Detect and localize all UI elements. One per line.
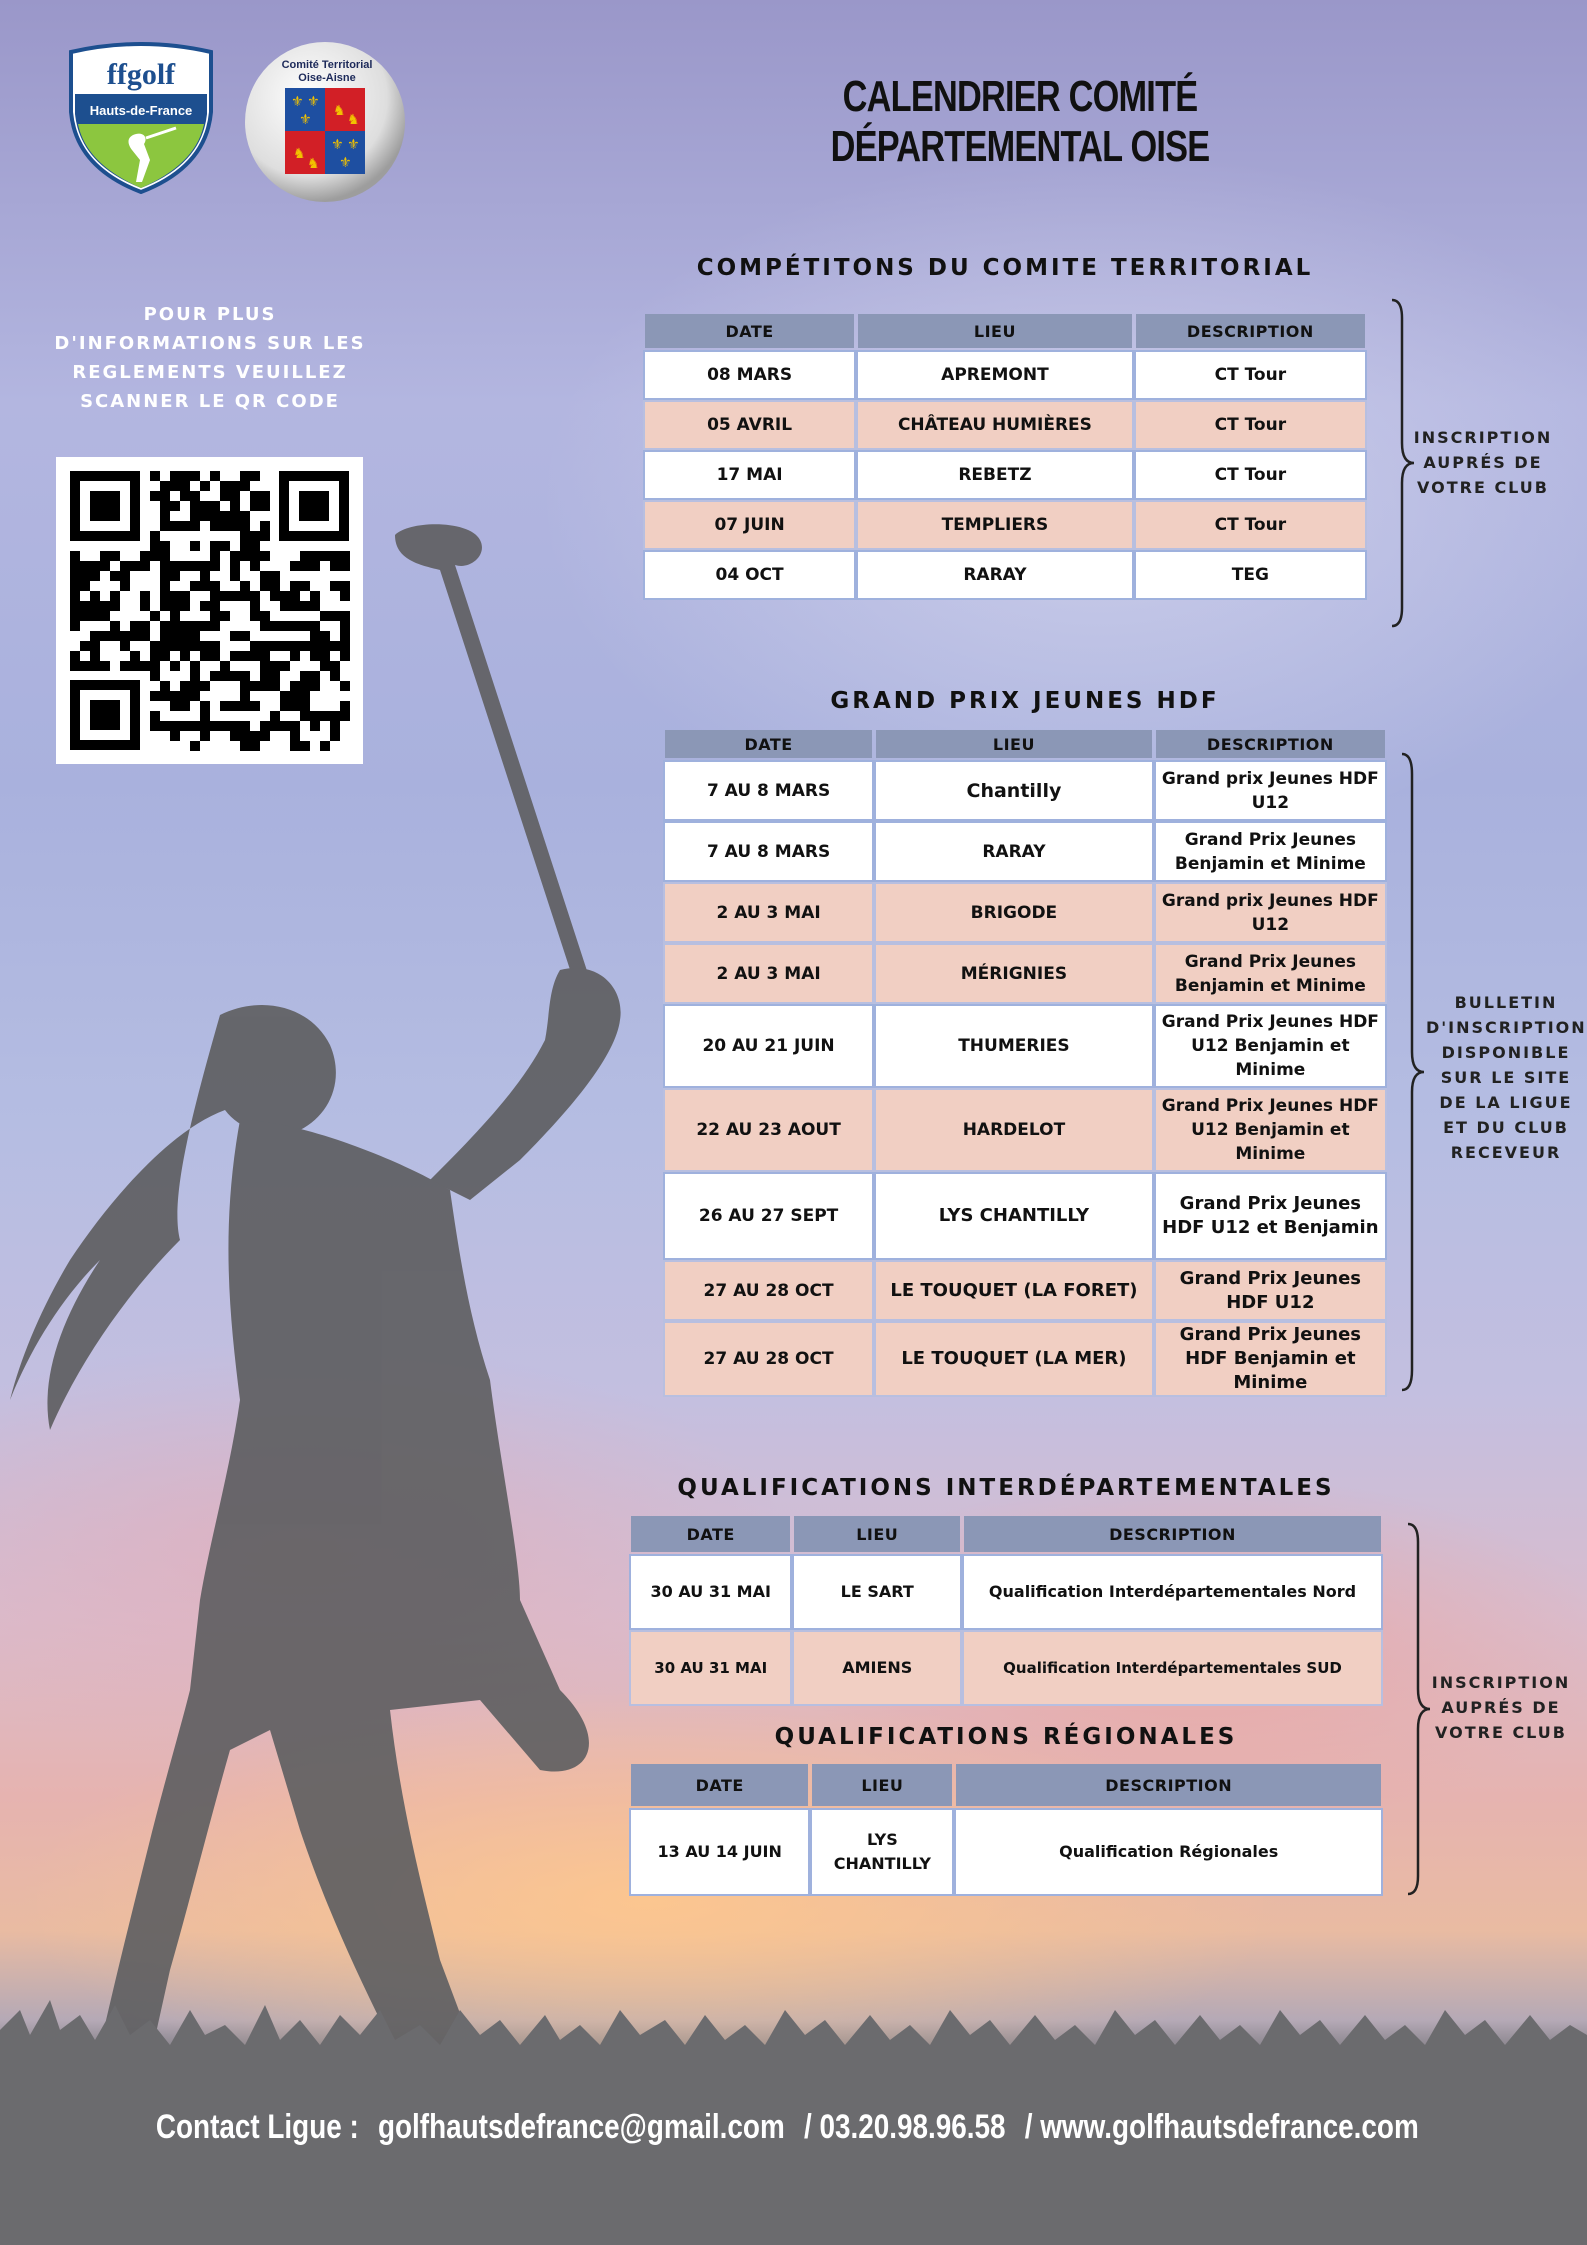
svg-text:⚜: ⚜: [331, 137, 344, 153]
cell-description: CT Tour: [1136, 402, 1365, 448]
cell-description: TEG: [1136, 552, 1365, 598]
col-header-lieu: LIEU: [876, 730, 1152, 758]
cell-description: Grand Prix Jeunes HDF U12 Benjamin et Minime: [1156, 1090, 1385, 1170]
cell-lieu: CHÂTEAU HUMIÈRES: [858, 402, 1132, 448]
cell-date: 07 JUIN: [645, 502, 854, 548]
col-header-description: DESCRIPTION: [956, 1764, 1381, 1806]
cell-date: 05 AVRIL: [645, 402, 854, 448]
note-gp: BULLETIN D'INSCRIPTION DISPONIBLE SUR LE SITE DE LA LIGUE ET DU CLUB RECEVEUR: [1426, 993, 1587, 1162]
table-row: [665, 884, 1385, 941]
cell-date: 27 AU 28 OCT: [665, 1323, 872, 1395]
cell-description: Grand Prix Jeunes HDF U12 Benjamin et Minime: [1156, 1006, 1385, 1086]
table-row: [645, 352, 1365, 398]
contact-email-link[interactable]: golfhautsdefrance@gmail.com: [378, 2108, 786, 2146]
table-row: [645, 502, 1365, 548]
cell-lieu: LE TOUQUET (LA MER): [876, 1323, 1152, 1395]
svg-text:⚜: ⚜: [299, 112, 312, 128]
col-header-date: DATE: [631, 1516, 790, 1552]
cell-description: CT Tour: [1136, 352, 1365, 398]
cell-date: 26 AU 27 SEPT: [665, 1174, 872, 1258]
cell-lieu: AMIENS: [794, 1632, 960, 1704]
table-qr: [627, 1760, 1385, 1898]
contact-phone: / 03.20.98.96.58: [804, 2108, 1006, 2146]
svg-text:⚜: ⚜: [307, 94, 320, 110]
brace-gp: [1398, 752, 1428, 1392]
table-row: [665, 1006, 1385, 1086]
section-title-ct: COMPÉTITONS DU COMITE TERRITORIAL: [696, 255, 1314, 281]
cell-description: Grand prix Jeunes HDF U12: [1156, 762, 1385, 819]
svg-text:⚜: ⚜: [347, 137, 360, 153]
cell-lieu: REBETZ: [858, 452, 1132, 498]
cell-description: Grand Prix Jeunes HDF U12 et Benjamin: [1156, 1174, 1385, 1258]
svg-text:♞: ♞: [347, 112, 360, 128]
cell-lieu: Chantilly: [876, 762, 1152, 819]
svg-text:⚜: ⚜: [291, 94, 304, 110]
table-row: [631, 1632, 1381, 1704]
table-row: [645, 402, 1365, 448]
cell-date: 17 MAI: [645, 452, 854, 498]
cell-date: 13 AU 14 JUIN: [631, 1810, 808, 1894]
svg-text:⚜: ⚜: [339, 155, 352, 171]
cell-date: 04 OCT: [645, 552, 854, 598]
svg-text:♞: ♞: [307, 156, 320, 172]
col-header-description: DESCRIPTION: [1156, 730, 1385, 758]
cell-lieu: HARDELOT: [876, 1090, 1152, 1170]
cell-lieu: APREMONT: [858, 352, 1132, 398]
qr-code[interactable]: [56, 457, 363, 764]
cell-description: Qualification Interdépartementales SUD: [964, 1632, 1381, 1704]
footer-band: [0, 2050, 1587, 2245]
cell-lieu: RARAY: [876, 823, 1152, 880]
comite-territorial-logo: [243, 40, 408, 205]
table-qi: [627, 1512, 1385, 1708]
table-gp: [661, 726, 1389, 1399]
section-title-qi: QUALIFICATIONS INTERDÉPARTEMENTALES: [677, 1475, 1335, 1501]
ct-logo-line2: Oise-Aisne: [298, 72, 356, 84]
contact-line: [0, 2108, 1587, 2147]
col-header-date: DATE: [665, 730, 872, 758]
cell-description: Grand prix Jeunes HDF U12: [1156, 884, 1385, 941]
cell-date: 22 AU 23 AOUT: [665, 1090, 872, 1170]
table-row: [631, 1810, 1381, 1894]
cell-description: Qualification Régionales: [956, 1810, 1381, 1894]
cell-lieu: TEMPLIERS: [858, 502, 1132, 548]
ffgolf-logo: [66, 42, 216, 194]
cell-description: CT Tour: [1136, 502, 1365, 548]
cell-description: Grand Prix Jeunes HDF U12: [1156, 1262, 1385, 1319]
ct-logo-line1: Comité Territorial: [281, 59, 373, 71]
col-header-date: DATE: [631, 1764, 808, 1806]
cell-date: 27 AU 28 OCT: [665, 1262, 872, 1319]
cell-date: 7 AU 8 MARS: [665, 823, 872, 880]
table-row: [665, 945, 1385, 1002]
cell-date: 7 AU 8 MARS: [665, 762, 872, 819]
page-title: CALENDRIER COMITÉ DÉPARTEMENTAL OISE: [830, 72, 1210, 171]
cell-date: 2 AU 3 MAI: [665, 884, 872, 941]
table-row: [665, 1262, 1385, 1319]
cell-lieu: BRIGODE: [876, 884, 1152, 941]
cell-date: 30 AU 31 MAI: [631, 1632, 790, 1704]
cell-description: Grand Prix Jeunes Benjamin et Minime: [1156, 945, 1385, 1002]
section-title-gp: GRAND PRIX JEUNES HDF: [830, 688, 1220, 714]
svg-text:♞: ♞: [293, 146, 306, 162]
table-row: [645, 552, 1365, 598]
cell-description: Qualification Interdépartementales Nord: [964, 1556, 1381, 1628]
table-row: [665, 1090, 1385, 1170]
cell-date: 08 MARS: [645, 352, 854, 398]
cell-description: Grand Prix Jeunes HDF Benjamin et Minime: [1156, 1323, 1385, 1395]
table-row: [665, 1323, 1385, 1395]
svg-text:♞: ♞: [333, 103, 346, 119]
table-row: [631, 1556, 1381, 1628]
col-header-description: DESCRIPTION: [964, 1516, 1381, 1552]
col-header-lieu: LIEU: [858, 314, 1132, 348]
note-ct: INSCRIPTION AUPRÉS DE VOTRE CLUB: [1413, 428, 1553, 497]
ffgolf-logo-name: ffgolf: [106, 58, 176, 91]
table-row: [645, 452, 1365, 498]
cell-lieu: RARAY: [858, 552, 1132, 598]
cell-lieu: MÉRIGNIES: [876, 945, 1152, 1002]
table-row: [665, 1174, 1385, 1258]
cell-description: CT Tour: [1136, 452, 1365, 498]
cell-lieu: LYS CHANTILLY: [812, 1810, 952, 1894]
cell-description: Grand Prix Jeunes Benjamin et Minime: [1156, 823, 1385, 880]
ffgolf-logo-region: Hauts-de-France: [89, 103, 193, 118]
table-row: [665, 762, 1385, 819]
table-row: [665, 823, 1385, 880]
col-header-date: DATE: [645, 314, 854, 348]
cell-lieu: LE TOUQUET (LA FORET): [876, 1262, 1152, 1319]
qr-info-text: POUR PLUS D'INFORMATIONS SUR LES REGLEMENTS VEUILLEZ SCANNER LE QR CODE: [54, 304, 366, 412]
cell-date: 30 AU 31 MAI: [631, 1556, 790, 1628]
cell-lieu: LE SART: [794, 1556, 960, 1628]
table-ct: [641, 310, 1369, 602]
cell-lieu: THUMERIES: [876, 1006, 1152, 1086]
cell-lieu: LYS CHANTILLY: [876, 1174, 1152, 1258]
col-header-lieu: LIEU: [812, 1764, 952, 1806]
cell-date: 2 AU 3 MAI: [665, 945, 872, 1002]
note-qualifications: INSCRIPTION AUPRÉS DE VOTRE CLUB: [1431, 1673, 1571, 1742]
col-header-lieu: LIEU: [794, 1516, 960, 1552]
cell-date: 20 AU 21 JUIN: [665, 1006, 872, 1086]
col-header-description: DESCRIPTION: [1136, 314, 1365, 348]
contact-website-link[interactable]: / www.golfhautsdefrance.com: [1025, 2108, 1420, 2146]
section-title-qr: QUALIFICATIONS RÉGIONALES: [774, 1724, 1238, 1750]
contact-label: Contact Ligue :: [156, 2108, 360, 2146]
